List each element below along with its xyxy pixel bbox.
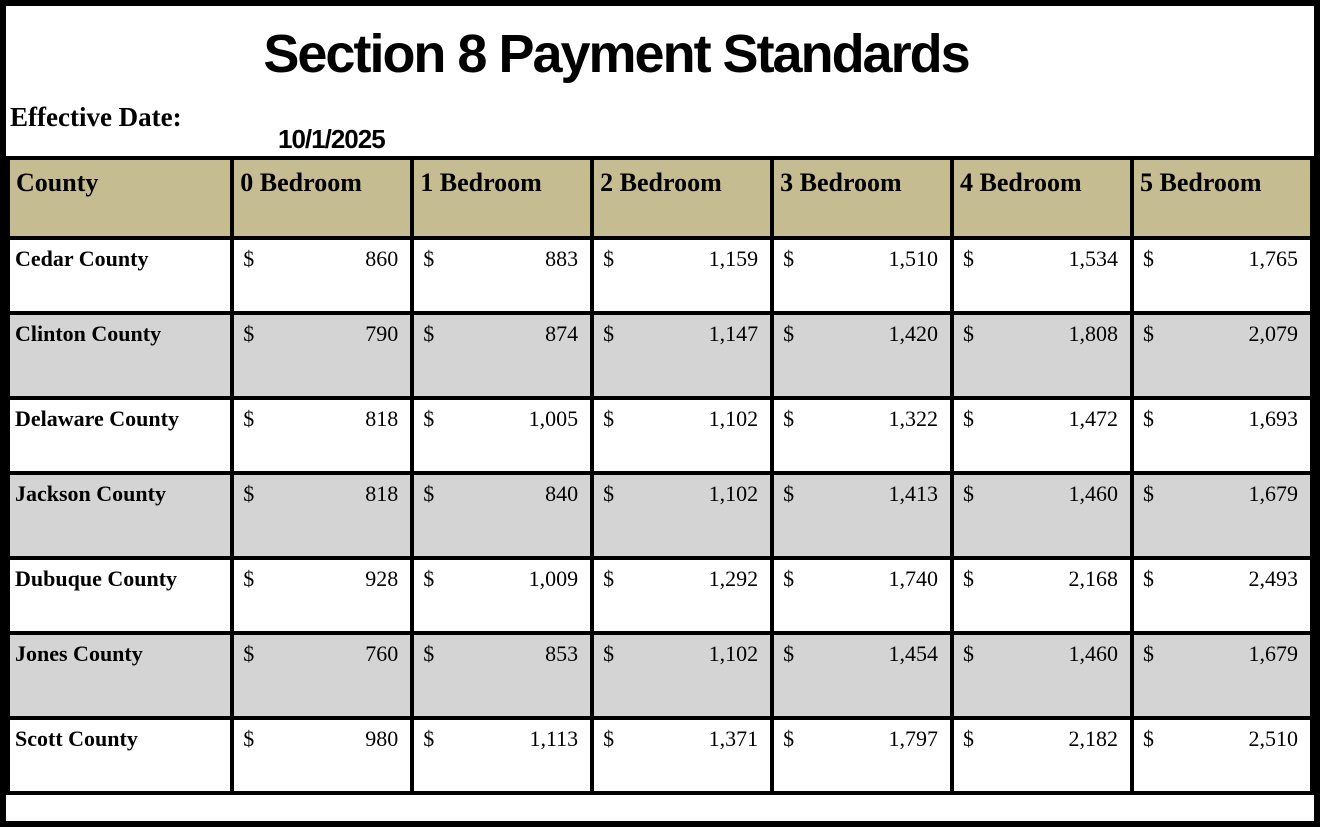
amount-cell <box>772 238 952 313</box>
currency-symbol: $ <box>423 321 435 346</box>
amount-value: 1,292 <box>708 566 759 591</box>
amount-cell <box>1132 313 1312 398</box>
amount-cell-content <box>234 481 410 507</box>
currency-symbol: $ <box>243 641 255 666</box>
currency-symbol: $ <box>783 481 795 506</box>
amount-value: 790 <box>365 321 399 346</box>
amount-value: 1,147 <box>708 321 759 346</box>
amount-cell <box>232 633 412 718</box>
amount-value: 1,679 <box>1248 481 1298 506</box>
effective-date-value: 10/1/2025 <box>278 124 385 154</box>
currency-symbol: $ <box>423 406 435 431</box>
currency-symbol: $ <box>783 321 795 346</box>
amount-cell <box>232 238 412 313</box>
amount-value: 1,009 <box>528 566 579 591</box>
currency-symbol: $ <box>963 641 975 666</box>
amount-value: 760 <box>365 641 399 666</box>
amount-value: 1,159 <box>708 246 759 271</box>
amount-cell-content <box>774 406 950 432</box>
amount-value: 1,413 <box>888 481 939 506</box>
amount-value: 1,102 <box>708 641 759 666</box>
amount-cell-content <box>774 321 950 347</box>
amount-value: 1,005 <box>528 406 579 431</box>
amount-cell-content <box>1134 321 1310 347</box>
amount-cell <box>232 313 412 398</box>
amount-cell-content <box>234 566 410 592</box>
amount-cell-content <box>954 566 1130 592</box>
currency-symbol: $ <box>243 321 255 346</box>
amount-cell <box>412 633 592 718</box>
amount-cell-content <box>594 321 770 347</box>
amount-cell-content <box>774 641 950 667</box>
amount-cell <box>1132 238 1312 313</box>
currency-symbol: $ <box>603 566 615 591</box>
amount-cell <box>1132 718 1312 793</box>
amount-cell <box>772 633 952 718</box>
amount-cell <box>412 398 592 473</box>
amount-value: 1,693 <box>1248 406 1298 431</box>
amount-cell-content <box>414 641 590 667</box>
amount-value: 883 <box>545 246 579 271</box>
amount-value: 874 <box>545 321 579 346</box>
amount-value: 1,102 <box>708 406 759 431</box>
amount-value: 1,322 <box>888 406 939 431</box>
amount-cell-content <box>594 406 770 432</box>
amount-cell-content <box>414 566 590 592</box>
amount-cell-content <box>234 406 410 432</box>
amount-value: 2,168 <box>1068 566 1118 591</box>
amount-value: 840 <box>545 481 579 506</box>
amount-cell-content <box>774 566 950 592</box>
currency-symbol: $ <box>603 406 615 431</box>
amount-cell <box>952 398 1132 473</box>
table-row <box>8 473 1312 558</box>
amount-cell-content <box>954 321 1130 347</box>
currency-symbol: $ <box>783 641 795 666</box>
amount-cell <box>952 238 1132 313</box>
table-body <box>8 238 1312 793</box>
column-header-2-bedroom: 2 Bedroom <box>592 158 772 238</box>
table-header <box>8 158 1312 238</box>
currency-symbol: $ <box>783 406 795 431</box>
amount-value: 980 <box>365 726 399 751</box>
amount-value: 2,493 <box>1248 566 1298 591</box>
amount-value: 1,797 <box>888 726 939 751</box>
amount-cell <box>772 718 952 793</box>
amount-cell-content <box>774 481 950 507</box>
table-row <box>8 313 1312 398</box>
header-row <box>8 158 1312 238</box>
amount-cell <box>772 473 952 558</box>
currency-symbol: $ <box>1142 726 1154 751</box>
currency-symbol: $ <box>603 641 615 666</box>
amount-cell <box>952 558 1132 633</box>
amount-cell-content <box>954 726 1130 752</box>
currency-symbol: $ <box>963 566 975 591</box>
amount-cell-content <box>414 246 590 272</box>
column-header-1-bedroom: 1 Bedroom <box>412 158 592 238</box>
amount-cell-content <box>774 246 950 272</box>
amount-cell <box>772 313 952 398</box>
currency-symbol: $ <box>963 246 975 271</box>
amount-cell-content <box>954 406 1130 432</box>
currency-symbol: $ <box>783 246 795 271</box>
county-cell: Jones County <box>8 633 232 718</box>
amount-cell-content <box>954 481 1130 507</box>
column-header-0-bedroom: 0 Bedroom <box>232 158 412 238</box>
amount-cell <box>592 718 772 793</box>
amount-cell-content <box>414 481 590 507</box>
amount-cell <box>592 398 772 473</box>
currency-symbol: $ <box>423 566 435 591</box>
amount-value: 2,079 <box>1248 321 1298 346</box>
table-row <box>8 238 1312 313</box>
county-cell: Dubuque County <box>8 558 232 633</box>
amount-value: 1,534 <box>1068 246 1118 271</box>
amount-cell <box>412 558 592 633</box>
amount-cell <box>592 633 772 718</box>
title-bar <box>6 6 1314 102</box>
amount-cell-content <box>234 321 410 347</box>
amount-value: 1,472 <box>1068 406 1118 431</box>
amount-cell <box>952 633 1132 718</box>
currency-symbol: $ <box>963 481 975 506</box>
amount-cell-content <box>1134 406 1310 432</box>
amount-cell <box>772 558 952 633</box>
amount-value: 1,808 <box>1068 321 1118 346</box>
column-header-3-bedroom: 3 Bedroom <box>772 158 952 238</box>
currency-symbol: $ <box>1142 481 1154 506</box>
currency-symbol: $ <box>243 566 255 591</box>
amount-value: 1,460 <box>1068 481 1118 506</box>
currency-symbol: $ <box>243 406 255 431</box>
amount-value: 818 <box>365 481 399 506</box>
amount-cell <box>412 473 592 558</box>
table-row <box>8 718 1312 793</box>
column-header-5-bedroom: 5 Bedroom <box>1132 158 1312 238</box>
county-cell: Delaware County <box>8 398 232 473</box>
amount-cell <box>232 558 412 633</box>
amount-value: 1,510 <box>888 246 939 271</box>
currency-symbol: $ <box>243 246 255 271</box>
amount-cell-content <box>1134 246 1310 272</box>
amount-value: 1,102 <box>708 481 759 506</box>
amount-value: 1,454 <box>888 641 939 666</box>
amount-cell-content <box>1134 641 1310 667</box>
amount-cell <box>592 313 772 398</box>
amount-cell-content <box>234 641 410 667</box>
currency-symbol: $ <box>1142 406 1154 431</box>
table-row <box>8 398 1312 473</box>
amount-cell-content <box>594 641 770 667</box>
amount-value: 1,113 <box>529 726 579 751</box>
currency-symbol: $ <box>603 246 615 271</box>
amount-value: 818 <box>365 406 399 431</box>
column-header-4-bedroom: 4 Bedroom <box>952 158 1132 238</box>
amount-value: 853 <box>545 641 579 666</box>
amount-cell-content <box>594 726 770 752</box>
amount-cell <box>412 238 592 313</box>
currency-symbol: $ <box>1142 321 1154 346</box>
amount-value: 1,765 <box>1248 246 1298 271</box>
currency-symbol: $ <box>783 566 795 591</box>
amount-cell-content <box>594 566 770 592</box>
currency-symbol: $ <box>1142 641 1154 666</box>
amount-value: 2,182 <box>1068 726 1118 751</box>
amount-cell <box>232 398 412 473</box>
amount-cell-content <box>594 481 770 507</box>
amount-cell-content <box>954 641 1130 667</box>
currency-symbol: $ <box>603 726 615 751</box>
currency-symbol: $ <box>423 481 435 506</box>
currency-symbol: $ <box>963 726 975 751</box>
amount-cell <box>592 238 772 313</box>
amount-cell <box>1132 633 1312 718</box>
amount-cell-content <box>234 726 410 752</box>
currency-symbol: $ <box>603 321 615 346</box>
amount-cell <box>1132 398 1312 473</box>
amount-cell-content <box>414 321 590 347</box>
amount-cell <box>412 313 592 398</box>
amount-value: 860 <box>365 246 399 271</box>
amount-cell <box>592 558 772 633</box>
currency-symbol: $ <box>963 321 975 346</box>
amount-cell-content <box>1134 566 1310 592</box>
amount-cell-content <box>1134 481 1310 507</box>
amount-cell <box>232 473 412 558</box>
currency-symbol: $ <box>423 726 435 751</box>
amount-cell-content <box>774 726 950 752</box>
amount-cell-content <box>594 246 770 272</box>
amount-cell-content <box>414 726 590 752</box>
currency-symbol: $ <box>243 726 255 751</box>
amount-value: 1,740 <box>888 566 939 591</box>
page-title: Section 8 Payment Standards <box>263 24 969 84</box>
effective-date-label: Effective Date: <box>10 102 182 132</box>
county-cell: Jackson County <box>8 473 232 558</box>
currency-symbol: $ <box>1142 566 1154 591</box>
currency-symbol: $ <box>963 406 975 431</box>
amount-value: 928 <box>365 566 399 591</box>
effective-date-row <box>6 102 1314 156</box>
amount-cell <box>1132 558 1312 633</box>
county-cell: Scott County <box>8 718 232 793</box>
table-row <box>8 558 1312 633</box>
amount-cell <box>412 718 592 793</box>
amount-cell <box>952 313 1132 398</box>
amount-cell <box>232 718 412 793</box>
currency-symbol: $ <box>603 481 615 506</box>
county-cell: Cedar County <box>8 238 232 313</box>
amount-cell <box>1132 473 1312 558</box>
amount-value: 1,460 <box>1068 641 1118 666</box>
amount-cell <box>772 398 952 473</box>
currency-symbol: $ <box>423 641 435 666</box>
amount-value: 1,371 <box>708 726 759 751</box>
payment-standards-table <box>6 156 1314 795</box>
amount-cell <box>592 473 772 558</box>
amount-value: 1,679 <box>1248 641 1298 666</box>
county-cell: Clinton County <box>8 313 232 398</box>
amount-cell <box>952 718 1132 793</box>
amount-value: 2,510 <box>1248 726 1298 751</box>
amount-cell <box>952 473 1132 558</box>
column-header-county: County <box>8 158 232 238</box>
amount-cell-content <box>414 406 590 432</box>
currency-symbol: $ <box>423 246 435 271</box>
amount-value: 1,420 <box>888 321 939 346</box>
currency-symbol: $ <box>783 726 795 751</box>
currency-symbol: $ <box>1142 246 1154 271</box>
table-row <box>8 633 1312 718</box>
amount-cell-content <box>1134 726 1310 752</box>
amount-cell-content <box>234 246 410 272</box>
amount-cell-content <box>954 246 1130 272</box>
currency-symbol: $ <box>243 481 255 506</box>
